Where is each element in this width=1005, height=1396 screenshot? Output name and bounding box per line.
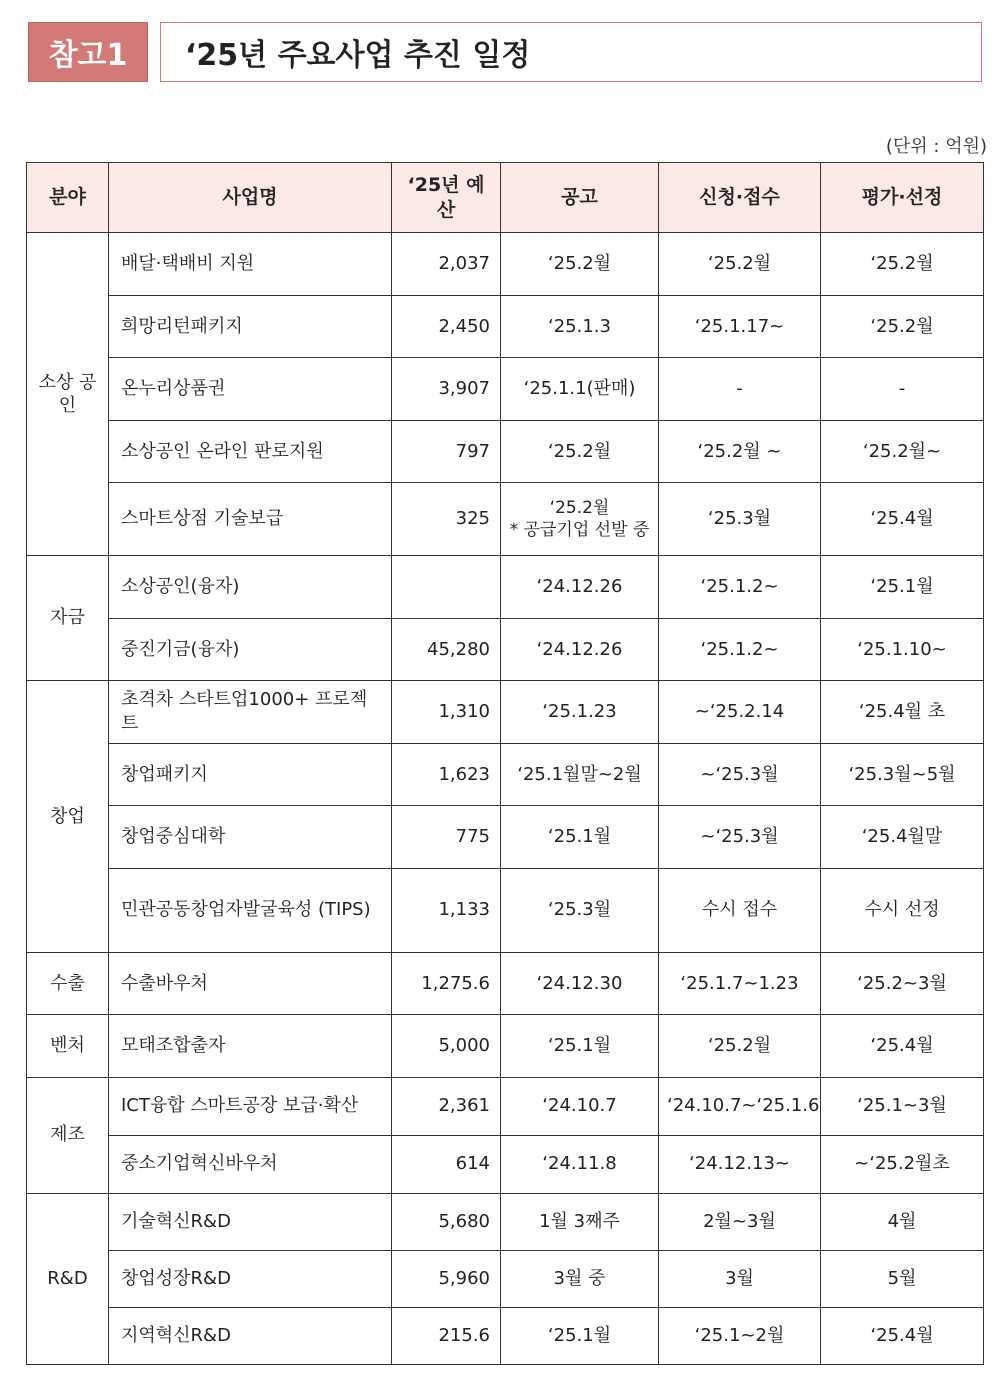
category-cell: 창업	[27, 681, 109, 953]
table-row	[27, 952, 984, 1015]
table-row	[27, 420, 984, 483]
project-name: 초격차 스타트업1000+ 프로젝트	[109, 681, 392, 744]
budget-cell: 5,680	[392, 1193, 501, 1250]
project-name: 모태조합출자	[109, 1015, 392, 1078]
col-header-budget: ‘25년 예산	[392, 163, 501, 233]
apply-cell: ‘25.1.2~	[659, 618, 821, 681]
notice-cell: ‘25.3월	[501, 868, 659, 952]
col-header-select: 평가·선정	[821, 163, 984, 233]
table-row	[27, 1077, 984, 1135]
notice-cell: ‘24.12.30	[501, 952, 659, 1015]
select-cell: ‘25.2~3월	[821, 952, 984, 1015]
project-name: 기술혁신R&D	[109, 1193, 392, 1250]
table-row	[27, 295, 984, 358]
apply-cell: ‘25.1.2~	[659, 556, 821, 619]
budget-cell: 3,907	[392, 358, 501, 421]
table-row	[27, 483, 984, 556]
apply-cell: ‘25.2월 ~	[659, 420, 821, 483]
budget-cell: 215.6	[392, 1307, 501, 1364]
budget-cell: 1,310	[392, 681, 501, 744]
project-name: ICT융합 스마트공장 보급·확산	[109, 1077, 392, 1135]
apply-cell: ‘24.12.13~	[659, 1135, 821, 1193]
category-cell: 벤처	[27, 1015, 109, 1078]
project-name: 온누리상품권	[109, 358, 392, 421]
notice-cell: ‘25.1.3	[501, 295, 659, 358]
notice-note: * 공급기업 선발 중	[509, 520, 650, 540]
reference-badge: 참고1	[28, 22, 148, 82]
category-cell: 자금	[27, 556, 109, 681]
budget-cell: 2,450	[392, 295, 501, 358]
apply-cell: ‘24.10.7~‘25.1.6	[659, 1077, 821, 1135]
budget-cell	[392, 556, 501, 619]
project-name: 희망리턴패키지	[109, 295, 392, 358]
notice-cell	[501, 483, 659, 556]
table-row	[27, 1307, 984, 1364]
table-row	[27, 743, 984, 806]
project-name: 소상공인(융자)	[109, 556, 392, 619]
table-row	[27, 1250, 984, 1307]
category-cell: 소상 공인	[27, 233, 109, 556]
notice-cell: 1월 3째주	[501, 1193, 659, 1250]
table-row	[27, 1193, 984, 1250]
apply-cell: ‘25.2월	[659, 1015, 821, 1078]
notice-cell: ‘25.1.23	[501, 681, 659, 744]
select-cell: ‘25.4월	[821, 483, 984, 556]
budget-cell: 775	[392, 806, 501, 869]
project-name: 스마트상점 기술보급	[109, 483, 392, 556]
notice-cell: ‘24.11.8	[501, 1135, 659, 1193]
table-row	[27, 1015, 984, 1078]
table-row	[27, 681, 984, 744]
apply-cell: ‘25.2월	[659, 233, 821, 296]
budget-cell: 1,275.6	[392, 952, 501, 1015]
apply-cell: ‘25.3월	[659, 483, 821, 556]
apply-cell: ‘25.1.17~	[659, 295, 821, 358]
apply-cell: ~‘25.2.14	[659, 681, 821, 744]
col-header-category: 분야	[27, 163, 109, 233]
select-cell: -	[821, 358, 984, 421]
budget-cell: 2,037	[392, 233, 501, 296]
apply-cell: ~‘25.3월	[659, 806, 821, 869]
apply-cell: ‘25.1.7~1.23	[659, 952, 821, 1015]
budget-cell: 2,361	[392, 1077, 501, 1135]
select-cell: ‘25.4월	[821, 1015, 984, 1078]
table-row	[27, 618, 984, 681]
select-cell: ~‘25.2월초	[821, 1135, 984, 1193]
project-name: 창업중심대학	[109, 806, 392, 869]
select-cell: 수시 선정	[821, 868, 984, 952]
select-cell: ‘25.1.10~	[821, 618, 984, 681]
schedule-table	[26, 162, 984, 1365]
table-row	[27, 1135, 984, 1193]
notice-cell: ‘24.12.26	[501, 556, 659, 619]
table-row	[27, 806, 984, 869]
select-cell: ‘25.4월말	[821, 806, 984, 869]
table-row	[27, 556, 984, 619]
project-name: 소상공인 온라인 판로지원	[109, 420, 392, 483]
apply-cell: ~‘25.3월	[659, 743, 821, 806]
project-name: 중진기금(융자)	[109, 618, 392, 681]
project-name: 창업성장R&D	[109, 1250, 392, 1307]
project-name: 민관공동창업자발굴육성 (TIPS)	[109, 868, 392, 952]
project-name: 창업패키지	[109, 743, 392, 806]
col-header-project: 사업명	[109, 163, 392, 233]
table-row	[27, 233, 984, 296]
unit-label: (단위 : 억원)	[885, 136, 987, 157]
project-name: 배달·택배비 지원	[109, 233, 392, 296]
col-header-apply: 신청·접수	[659, 163, 821, 233]
budget-cell: 1,133	[392, 868, 501, 952]
budget-cell: 797	[392, 420, 501, 483]
project-name: 지역혁신R&D	[109, 1307, 392, 1364]
select-cell: ‘25.2월	[821, 233, 984, 296]
select-cell: ‘25.1~3월	[821, 1077, 984, 1135]
category-cell: 제조	[27, 1077, 109, 1193]
select-cell: ‘25.2월~	[821, 420, 984, 483]
notice-cell: ‘25.1월	[501, 1015, 659, 1078]
apply-cell: 2월~3월	[659, 1193, 821, 1250]
apply-cell: ‘25.1~2월	[659, 1307, 821, 1364]
project-name: 중소기업혁신바우처	[109, 1135, 392, 1193]
budget-cell: 1,623	[392, 743, 501, 806]
notice-cell: ‘24.10.7	[501, 1077, 659, 1135]
project-name: 수출바우처	[109, 952, 392, 1015]
budget-cell: 325	[392, 483, 501, 556]
select-cell: 5월	[821, 1250, 984, 1307]
col-header-notice: 공고	[501, 163, 659, 233]
table-row	[27, 868, 984, 952]
notice-cell: ‘25.1월	[501, 1307, 659, 1364]
select-cell: ‘25.3월~5월	[821, 743, 984, 806]
notice-cell: ‘25.1.1(판매)	[501, 358, 659, 421]
apply-cell: 3월	[659, 1250, 821, 1307]
budget-cell: 614	[392, 1135, 501, 1193]
table-header-row	[27, 163, 984, 233]
category-cell: 수출	[27, 952, 109, 1015]
apply-cell: 수시 접수	[659, 868, 821, 952]
notice-cell: ‘25.1월	[501, 806, 659, 869]
budget-cell: 5,960	[392, 1250, 501, 1307]
select-cell: ‘25.2월	[821, 295, 984, 358]
budget-cell: 45,280	[392, 618, 501, 681]
select-cell: ‘25.1월	[821, 556, 984, 619]
notice-cell: 3월 중	[501, 1250, 659, 1307]
apply-cell: -	[659, 358, 821, 421]
page-title: ‘25년 주요사업 추진 일정	[160, 22, 982, 82]
notice-main: ‘25.2월	[549, 497, 610, 518]
select-cell: 4월	[821, 1193, 984, 1250]
notice-cell: ‘25.2월	[501, 233, 659, 296]
select-cell: ‘25.4월 초	[821, 681, 984, 744]
select-cell: ‘25.4월	[821, 1307, 984, 1364]
notice-cell: ‘24.12.26	[501, 618, 659, 681]
budget-cell: 5,000	[392, 1015, 501, 1078]
notice-cell: ‘25.1월말~2월	[501, 743, 659, 806]
notice-cell: ‘25.2월	[501, 420, 659, 483]
category-cell: R&D	[27, 1193, 109, 1364]
table-row	[27, 358, 984, 421]
